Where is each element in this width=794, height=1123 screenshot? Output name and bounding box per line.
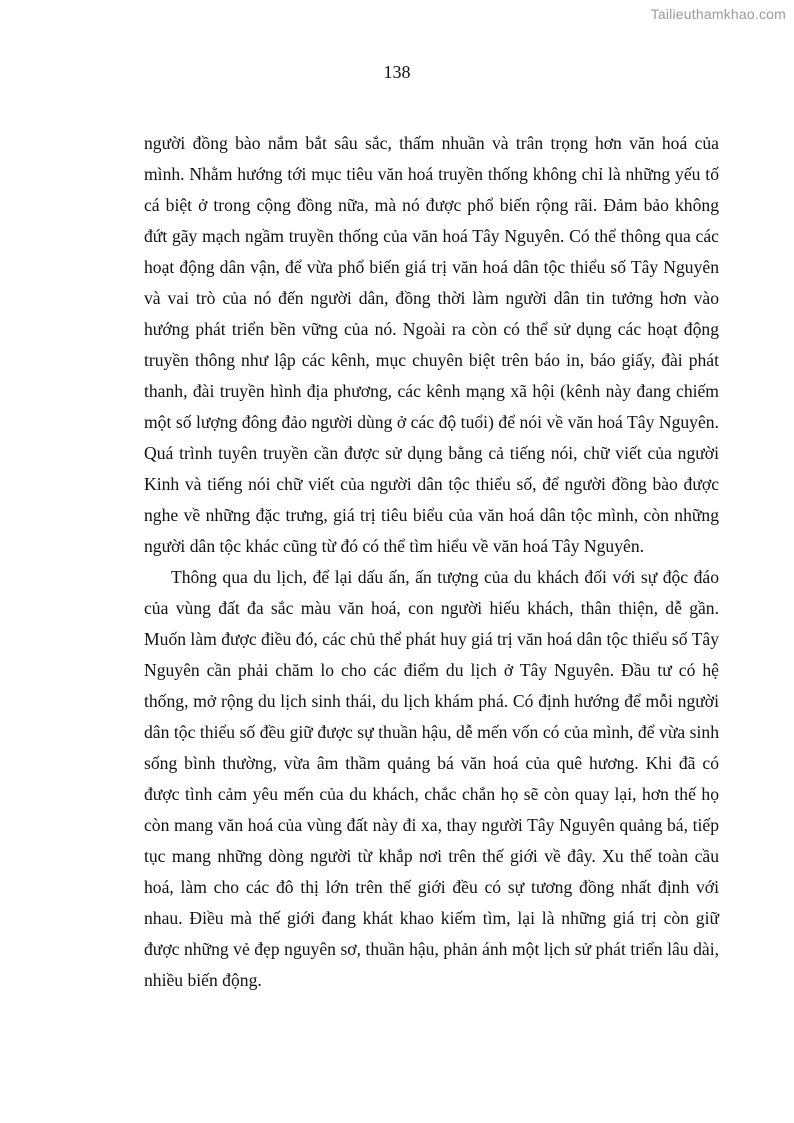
page-number: 138 bbox=[383, 62, 411, 82]
paragraph-1: người đồng bào nắm bắt sâu sắc, thấm nhuần và trân trọng hơn văn hoá của mình. Nhằm hướng tới mục tiêu văn hoá truyền thống không chỉ là những yếu tố cá biệt ở trong cộng đồng nữa, mà nó được phổ biến rộng rãi. Đảm bảo không đứt gãy mạch ngầm truyền thống của văn hoá Tây Nguyên. Có thể thông qua các hoạt động dân vận, để vừa phổ biến giá trị văn hoá dân tộc thiểu số Tây Nguyên và vai trò của nó đến người dân, đồng thời làm người dân tin tưởng hơn vào hướng phát triển bền vững của nó. Ngoài ra còn có thể sử dụng các hoạt động truyền thông như lập các kênh, mục chuyên biệt trên báo in, báo giấy, đài phát thanh, đài truyền hình địa phương, các kênh mạng xã hội (kênh này đang chiếm một số lượng đông đảo người dùng ở các độ tuổi) để nói về văn hoá Tây Nguyên. Quá trình tuyên truyền cần được sử dụng bằng cả tiếng nói, chữ viết của người Kinh và tiếng nói chữ viết của người dân tộc thiểu số, để người đồng bào được nghe về những đặc trưng, giá trị tiêu biểu của văn hoá dân tộc mình, còn những người dân tộc khác cũng từ đó có thể tìm hiểu về văn hoá Tây Nguyên. bbox=[144, 133, 719, 556]
document-body bbox=[144, 128, 719, 996]
watermark-text: Tailieuthamkhao.com bbox=[650, 6, 786, 22]
paragraph-2: Thông qua du lịch, để lại dấu ấn, ấn tượng của du khách đối với sự độc đáo của vùng đất đa sắc màu văn hoá, con người hiếu khách, thân thiện, dễ gần. Muốn làm được điều đó, các chủ thể phát huy giá trị văn hoá dân tộc thiểu số Tây Nguyên cần phải chăm lo cho các điểm du lịch ở Tây Nguyên. Đầu tư có hệ thống, mở rộng du lịch sinh thái, du lịch khám phá. Có định hướng để mỗi người dân tộc thiểu số đều giữ được sự thuần hậu, dễ mến vốn có của mình, để vừa sinh sống bình thường, vừa âm thầm quảng bá văn hoá của quê hương. Khi đã có được tình cảm yêu mến của du khách, chắc chắn họ sẽ còn quay lại, hơn thế họ còn mang văn hoá của vùng đất này đi xa, thay người Tây Nguyên quảng bá, tiếp tục mang những dòng người từ khắp nơi trên thế giới về đây. Xu thế toàn cầu hoá, làm cho các đô thị lớn trên thế giới đều có sự tương đồng nhất định với nhau. Điều mà thế giới đang khát khao kiếm tìm, lại là những giá trị còn giữ được những vẻ đẹp nguyên sơ, thuần hậu, phản ánh một lịch sử phát triển lâu dài, nhiều biến động. bbox=[144, 567, 720, 990]
